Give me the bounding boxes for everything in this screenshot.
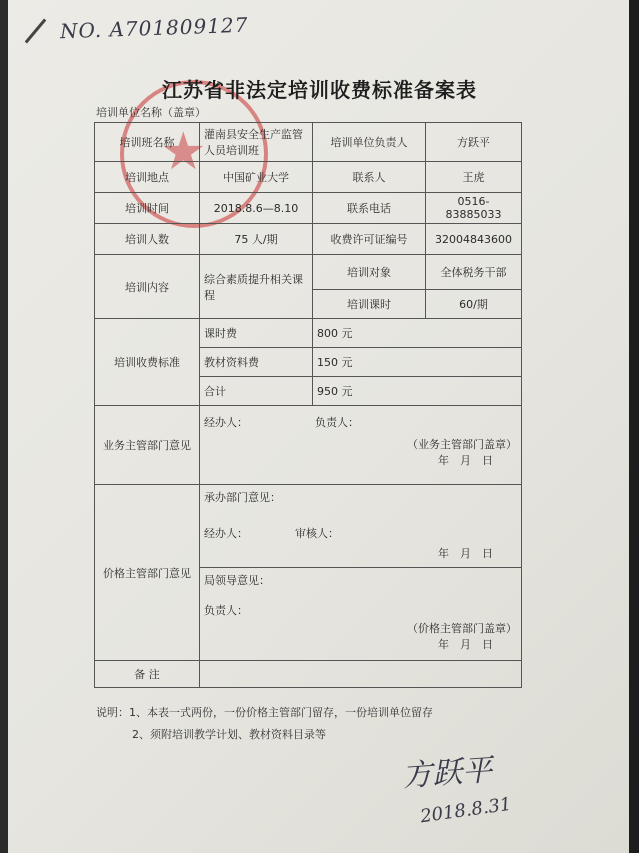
handler-label: 经办人： [204,416,248,429]
target-label: 培训对象 [313,255,426,290]
total-label: 合计 [200,377,313,406]
business-date: 年 月 日 [438,454,493,467]
time-value: 2018.8.6—8.10 [200,193,313,224]
hours-label: 培训课时 [313,290,426,319]
class-name-label: 培训班名称 [95,123,200,162]
table-row [95,193,522,224]
count-label: 培训人数 [95,224,200,255]
table-row [95,661,522,688]
table-row [95,406,522,485]
content-label: 培训内容 [95,255,200,319]
material-label: 教材资料费 [200,348,313,377]
handler2-label: 经办人： [204,527,248,540]
filing-form-table [94,122,522,688]
bureau-label: 局领导意见： [204,574,270,587]
location-label: 培训地点 [95,162,200,193]
unit-name-label: 培训单位名称（盖章） [96,106,206,119]
signature-date: 2018.8.31 [418,793,513,828]
business-seal-text: （业务主管部门盖章） [407,438,517,451]
table-row [95,123,522,162]
phone-value: 0516-83885033 [426,193,522,224]
table-row [95,224,522,255]
remarks-value [200,661,522,688]
responsible-label: 负责人： [315,416,359,429]
phone-label: 联系电话 [313,193,426,224]
responsible2-label: 负责人： [204,604,248,617]
table-row [95,319,522,348]
reviewer-label: 审核人： [295,527,339,540]
serial-number: NO. A701809127 [59,12,249,44]
form-title: 江苏省非法定培训收费标准备案表 [162,78,477,102]
leader-label: 培训单位负责人 [313,123,426,162]
handwritten-signature: 方跃平 [401,752,494,795]
location-value: 中国矿业大学 [200,162,313,193]
contact-label: 联系人 [313,162,426,193]
notes-block [96,702,433,746]
tuition-value: 800 元 [313,319,522,348]
total-value: 950 元 [313,377,522,406]
host-dept-date: 年 月 日 [438,547,493,560]
price-dept-date: 年 月 日 [438,638,493,651]
hours-value: 60/期 [426,290,522,319]
price-seal-text: （价格主管部门盖章） [407,622,517,635]
note-line-2: 2、须附培训教学计划、教材资料目录等 [132,728,326,741]
license-label: 收费许可证编号 [313,224,426,255]
table-row [95,255,522,290]
count-value: 75 人/期 [200,224,313,255]
license-value: 32004843600 [426,224,522,255]
fee-label: 培训收费标准 [95,319,200,406]
price-dept-label: 价格主管部门意见 [95,485,200,661]
background-edge [629,0,639,853]
target-value: 全体税务干部 [426,255,522,290]
note-line-1: 说明：1、本表一式两份，一份价格主管部门留存，一份培训单位留存 [96,706,433,719]
table-row [95,485,522,568]
material-value: 150 元 [313,348,522,377]
stamp-star-icon: ★ [160,122,207,182]
class-name-value: 灌南县安全生产监管人员培训班 [200,123,313,162]
business-dept-label: 业务主管部门意见 [95,406,200,485]
tuition-label: 课时费 [200,319,313,348]
table-row [95,162,522,193]
remarks-label: 备 注 [95,661,200,688]
time-label: 培训时间 [95,193,200,224]
content-value: 综合素质提升相关课程 [200,255,313,319]
host-dept-label: 承办部门意见： [204,491,281,504]
contact-value: 王虎 [426,162,522,193]
leader-value: 方跃平 [426,123,522,162]
